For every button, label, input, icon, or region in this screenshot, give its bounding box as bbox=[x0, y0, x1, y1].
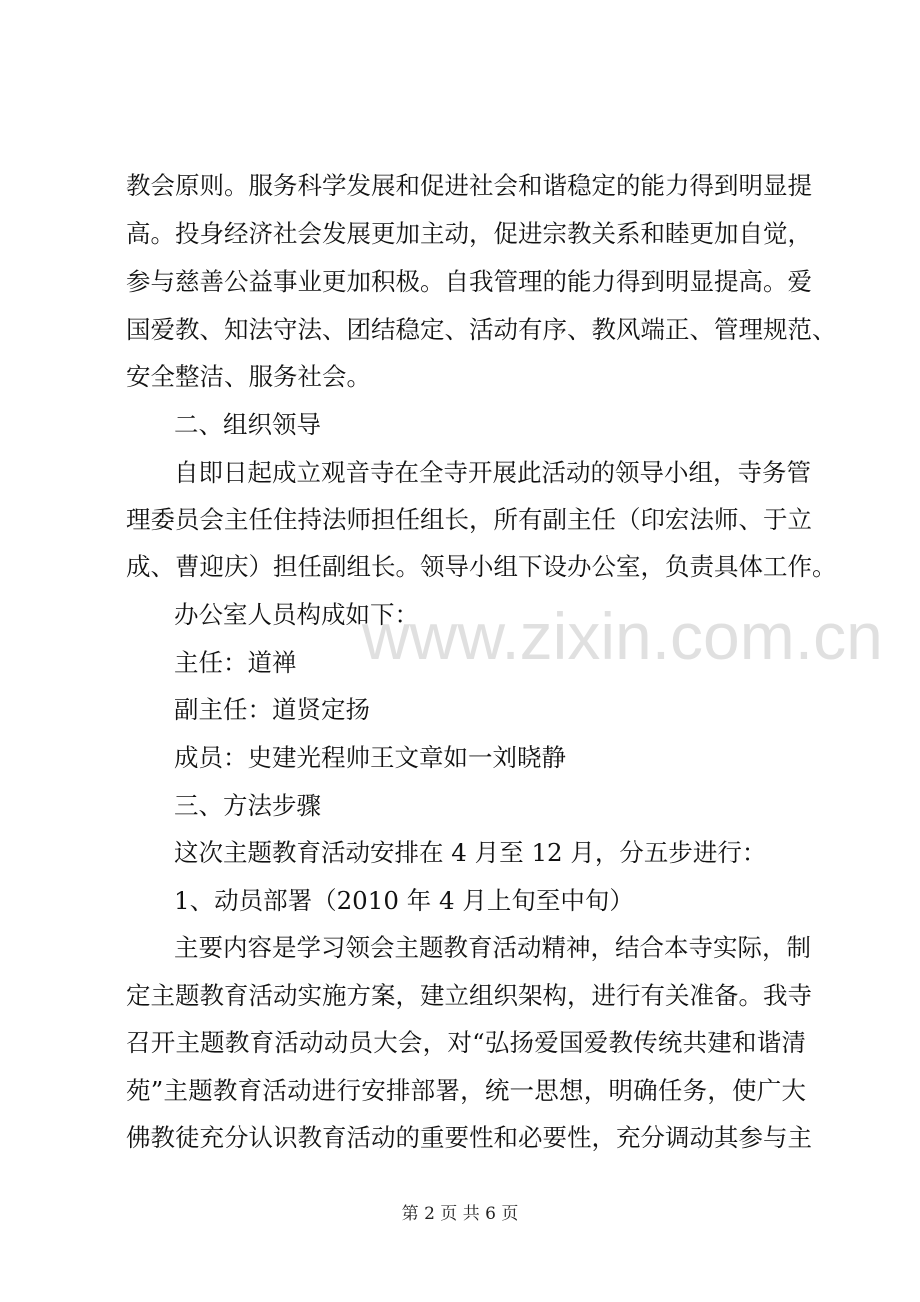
section-heading: 三、方法步骤 bbox=[174, 791, 321, 820]
body-text-line: 苑”主题教育活动进行安排部署，统一思想，明确任务，使广大 bbox=[126, 1076, 806, 1105]
body-text-line: 国爱教、知法守法、团结稳定、活动有序、教风端正、管理规范、 bbox=[126, 315, 837, 344]
body-text-line: 教会原则。服务科学发展和促进社会和谐稳定的能力得到明显提 bbox=[126, 171, 812, 200]
body-text-line: 成员：史建光程帅王文章如一刘晓静 bbox=[174, 743, 566, 772]
page-number-footer: 第 2 页 共 6 页 bbox=[401, 1204, 519, 1224]
body-text-line: 主要内容是学习领会主题教育活动精神，结合本寺实际，制 bbox=[174, 933, 811, 962]
body-text-line: 这次主题教育活动安排在 4 月至 12 月，分五步进行： bbox=[174, 838, 767, 867]
body-text-line: 成、曹迎庆）担任副组长。领导小组下设办公室，负责具体工作。 bbox=[126, 552, 837, 581]
body-text-line: 自即日起成立观音寺在全寺开展此活动的领导小组，寺务管 bbox=[174, 458, 811, 487]
body-text-line: 参与慈善公益事业更加积极。自我管理的能力得到明显提高。爱 bbox=[126, 267, 812, 296]
body-text-line: 定主题教育活动实施方案，建立组织架构，进行有关准备。我寺 bbox=[126, 981, 812, 1010]
watermark: www.zixin.com.cn bbox=[362, 599, 883, 673]
body-text-line: 召开主题教育活动动员大会，对“弘扬爱国爱教传统共建和谐清 bbox=[126, 1028, 806, 1057]
body-text-line: 佛教徒充分认识教育活动的重要性和必要性，充分调动其参与主 bbox=[126, 1123, 812, 1152]
body-text-line: 副主任：道贤定扬 bbox=[174, 695, 370, 724]
subsection-heading: 1、动员部署（2010 年 4 月上旬至中旬） bbox=[174, 886, 634, 915]
body-text-line: 理委员会主任住持法师担任组长，所有副主任（印宏法师、于立 bbox=[126, 505, 812, 534]
body-text-line: 高。投身经济社会发展更加主动，促进宗教关系和睦更加自觉， bbox=[126, 219, 812, 248]
body-text-line: 主任：道禅 bbox=[174, 648, 297, 677]
body-text-line: 办公室人员构成如下： bbox=[174, 600, 419, 629]
body-text-line: 安全整洁、服务社会。 bbox=[126, 362, 371, 391]
section-heading: 二、组织领导 bbox=[174, 410, 321, 439]
